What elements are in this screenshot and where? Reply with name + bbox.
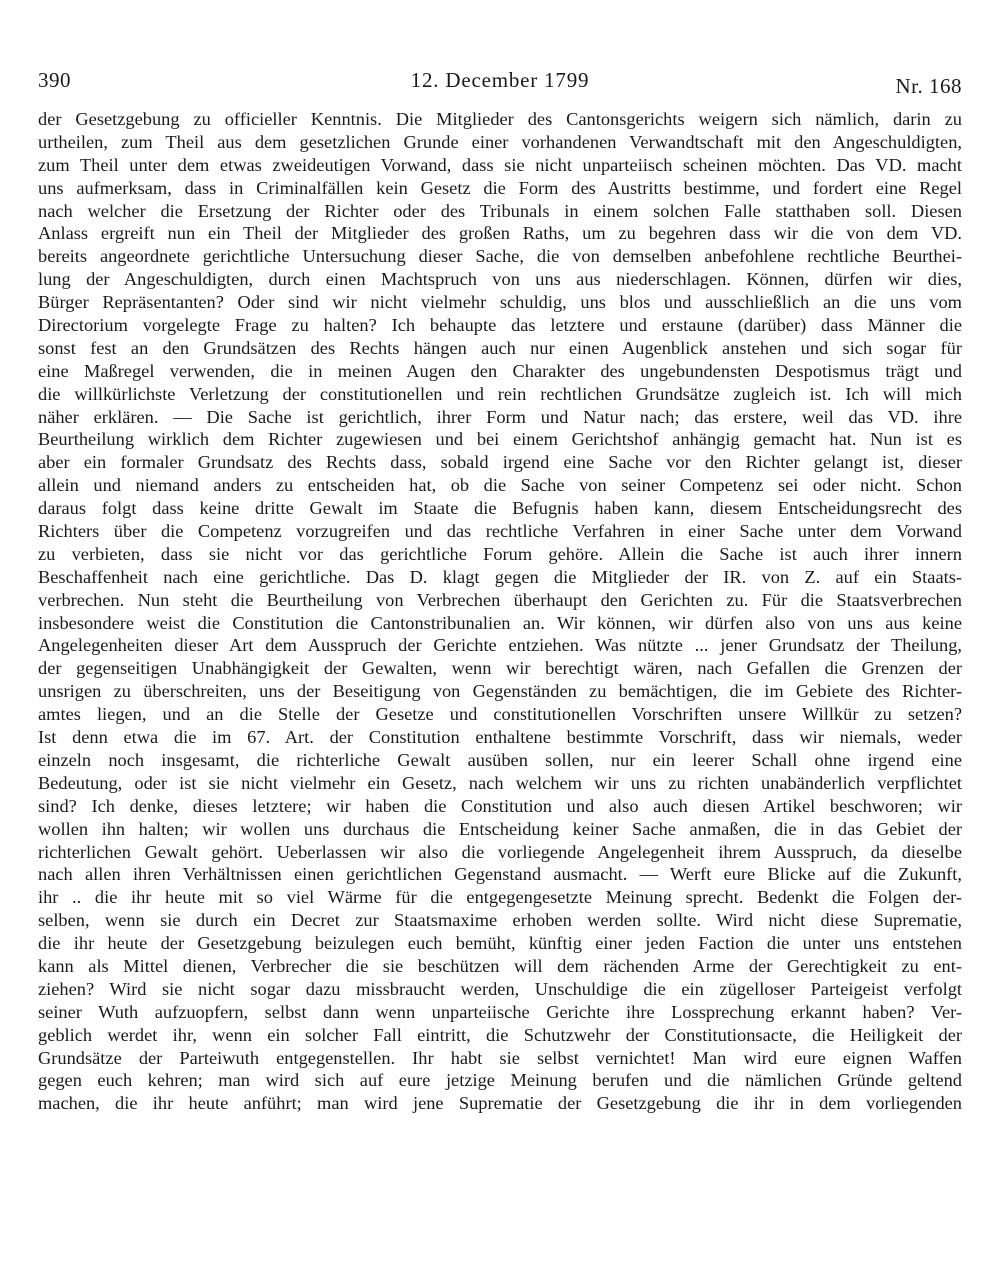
text-line: machen, die ihr heute anführt; man wird jene Suprematie der Gesetzgebung die ihr in dem vorliegenden	[38, 1093, 962, 1114]
text-line: lung der Angeschuldigten, durch einen Machtspruch von uns aus niederschlagen. Können, dürfen wir dies,	[38, 269, 962, 290]
page-number: 390	[38, 68, 71, 92]
text-line: näher erklären. — Die Sache ist gerichtlich, ihrer Form und Natur nach; das erstere, weil das VD. ihre	[38, 406, 962, 427]
text-line: bereits angeordnete gerichtliche Untersuchung dieser Sache, die von demselben anbefohlene rechtliche Beurthei-	[38, 246, 962, 267]
text-line: eine Maßregel verwenden, die in meinen Augen den Charakter des ungebundensten Despotismus trägt und	[38, 360, 962, 381]
text-line: Directorium vorgelegte Frage zu halten? Ich behaupte das letztere und erstaune (darüber) dass Männer die	[38, 315, 962, 336]
text-line: Beurtheilung wirklich dem Richter zugewiesen und bei einem Gerichtshof anhängig gemacht hat. Nun ist es	[38, 429, 962, 450]
text-line: richterlichen Gewalt gehört. Ueberlassen wir also die vorliegende Angelegenheit ihrem Ausspruch, da dieselbe	[38, 841, 962, 862]
text-line: Grundsätze der Parteiwuth entgegenstellen. Ihr habt sie selbst vernichtet! Man wird eure eignen Waffen	[38, 1047, 962, 1068]
text-line: Anlass ergreift nun ein Theil der Mitglieder des großen Raths, um zu begehren dass wir die von dem VD.	[38, 223, 962, 244]
text-line: die willkürlichste Verletzung der constitutionellen und rein rechtlichen Grundsätze zugleich ist. Ich will mich	[38, 383, 962, 404]
text-line: zum Theil unter dem etwas zweideutigen Vorwand, dass sie nicht unparteiisch scheinen möchten. Das VD. macht	[38, 154, 962, 175]
text-line: urtheilen, zum Theil aus dem gesetzlichen Grunde einer vorhandenen Verwandtschaft mit den Angeschuldigten,	[38, 131, 962, 152]
text-line: unsrigen zu überschreiten, uns der Beseitigung von Gegenständen zu bemächtigen, die im Gebiete des Richter-	[38, 681, 962, 702]
text-line: uns aufmerksam, dass in Criminalfällen kein Gesetz die Form des Austritts bestimme, und fordert eine Regel	[38, 177, 962, 198]
text-line: Richters über die Competenz vorzugreifen und das rechtliche Verfahren in einer Sache unter dem Vorwand	[38, 521, 962, 542]
text-line: Bedeutung, oder ist sie nicht vielmehr ein Gesetz, nach welchem wir uns zu richten unabänderlich verpflichtet	[38, 772, 962, 793]
text-line: einzeln noch insgesamt, die richterliche Gewalt ausüben sollen, nur ein leerer Schall ohne irgend eine	[38, 749, 962, 770]
text-line: verbrechen. Nun steht die Beurtheilung von Verbrechen überhaupt den Gerichten zu. Für die Staatsverbrechen	[38, 589, 962, 610]
text-line: allein und niemand anders zu entscheiden hat, ob die Sache von seiner Competenz sei oder nicht. Schon	[38, 475, 962, 496]
body-text	[38, 108, 962, 1115]
text-line: zu verbieten, dass sie nicht vor das gerichtliche Forum gehöre. Allein die Sache ist auch ihrer innern	[38, 543, 962, 564]
text-line: kann als Mittel dienen, Verbrecher die sie beschützen will dem rächenden Arme der Gerechtigkeit zu ent-	[38, 955, 962, 976]
text-line: Ist denn etwa die im 67. Art. der Constitution enthaltene bestimmte Vorschrift, dass wir niemals, weder	[38, 727, 962, 748]
text-line: selben, wenn sie durch ein Decret zur Staatsmaxime erhoben werden sollte. Wird nicht diese Suprematie,	[38, 910, 962, 931]
text-line: ziehen? Wird sie nicht sogar dazu missbraucht werden, Unschuldige die ein zügelloser Parteigeist verfolgt	[38, 978, 962, 999]
document-number: Nr. 168	[895, 74, 962, 98]
text-line: nach allen ihren Verhältnissen einen gerichtlichen Gegenstand ausmacht. — Werft eure Blicke auf die Zukunft,	[38, 864, 962, 885]
text-line: Beschaffenheit nach eine gerichtliche. Das D. klagt gegen die Mitglieder der IR. von Z. auf ein Staats-	[38, 566, 962, 587]
text-line: geblich werdet ihr, wenn ein solcher Fall eintritt, die Schutzwehr der Constitutionsacte, die Heiligkeit der	[38, 1024, 962, 1045]
text-line: der Gesetzgebung zu officieller Kenntnis. Die Mitglieder des Cantonsgerichts weigern sich nämlich, darin zu	[38, 109, 962, 129]
text-line: sind? Ich denke, dieses letztere; wir haben die Constitution und also auch diesen Artikel beschworen; wir	[38, 795, 962, 816]
text-line: der gegenseitigen Unabhängigkeit der Gewalten, wenn wir berechtigt wären, nach Gefallen die Grenzen der	[38, 658, 962, 679]
text-line: ihr .. die ihr heute mit so viel Wärme für die entgegengesetzte Meinung sprecht. Bedenkt die Folgen der-	[38, 887, 962, 908]
text-line: wollen ihn halten; wir wollen uns durchaus die Entscheidung keiner Sache anmaßen, die in das Gebiet der	[38, 818, 962, 839]
page-header	[38, 68, 962, 102]
text-line: nach welcher die Ersetzung der Richter oder des Tribunals in einem solchen Falle statthaben soll. Diesen	[38, 200, 962, 221]
text-line: sonst fest an den Grundsätzen des Rechts hängen auch nur einen Augenblick anstehen und sich sogar für	[38, 337, 962, 358]
text-line: Angelegenheiten dieser Art dem Ausspruch der Gerichte entziehen. Was nützte ... jener Grundsatz der Theilung,	[38, 635, 962, 656]
running-header-date: 12. December 1799	[410, 68, 590, 92]
text-line: aber ein formaler Grundsatz des Rechts dass, sobald irgend eine Sache vor den Richter gelangt ist, dieser	[38, 452, 962, 473]
text-line: insbesondere weist die Constitution die Cantonstribunalien an. Wir können, wir dürfen also von uns aus keine	[38, 612, 962, 633]
text-line: amtes liegen, und an die Stelle der Gesetze und constitutionellen Vorschriften unsere Willkür zu setzen?	[38, 704, 962, 725]
text-line: Bürger Repräsentanten? Oder sind wir nicht vielmehr schuldig, uns blos und ausschließlich an die uns vom	[38, 292, 962, 313]
text-line: gegen euch kehren; man wird sich auf eure jetzige Meinung berufen und die nämlichen Gründe geltend	[38, 1070, 962, 1091]
text-line: die ihr heute der Gesetzgebung beizulegen euch bemüht, künftig einer jeden Faction die unter uns entstehen	[38, 933, 962, 954]
text-line: daraus folgt dass keine dritte Gewalt im Staate die Befugnis haben kann, diesem Entscheidungsrecht des	[38, 498, 962, 519]
text-line: seiner Wuth aufzuopfern, selbst dann wenn unparteiische Gerichte ihre Lossprechung erkannt haben? Ver-	[38, 1001, 962, 1022]
